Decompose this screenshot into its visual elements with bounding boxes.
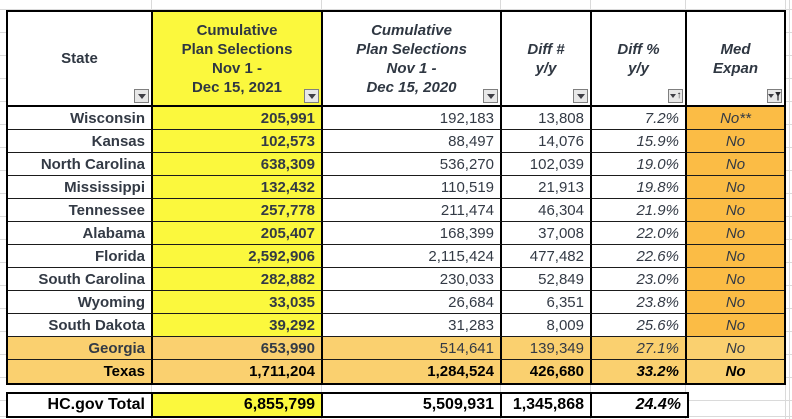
selections-2021-cell[interactable]: 205,991: [153, 107, 323, 130]
selections-2020-cell[interactable]: 168,399: [323, 222, 502, 245]
header-label-line: y/y: [535, 59, 557, 77]
selections-2021-cell[interactable]: 33,035: [153, 291, 323, 314]
column-header-selections-2021-label: [182, 21, 293, 97]
diff-number-cell[interactable]: 6,351: [502, 291, 592, 314]
diff-percent-cell[interactable]: 7.2%: [592, 107, 687, 130]
column-header-state[interactable]: [8, 12, 153, 105]
med-expan-filter-button[interactable]: [767, 89, 782, 103]
chevron-down-icon: [670, 94, 676, 98]
selections-2020-cell[interactable]: 2,115,424: [323, 245, 502, 268]
header-label-line: Expan: [712, 59, 758, 77]
header-label-line: y/y: [628, 59, 649, 77]
diff-percent-cell[interactable]: 25.6%: [592, 314, 687, 337]
selections-2021-cell[interactable]: 102,573: [153, 130, 323, 153]
med-expan-cell[interactable]: No: [687, 268, 784, 291]
med-expan-cell[interactable]: No**: [687, 107, 784, 130]
selections-2020-cell[interactable]: 1,284,524: [323, 360, 502, 383]
med-expan-cell[interactable]: No: [687, 222, 784, 245]
selections-2020-cell[interactable]: 211,474: [323, 199, 502, 222]
total-diff-percent-cell[interactable]: 24.4%: [592, 394, 687, 416]
med-expan-cell[interactable]: No: [687, 130, 784, 153]
selections-2020-cell[interactable]: 88,497: [323, 130, 502, 153]
diff-number-filter-button[interactable]: [573, 89, 588, 103]
selections-2020-cell[interactable]: 514,641: [323, 337, 502, 360]
diff-percent-cell[interactable]: 27.1%: [592, 337, 687, 360]
diff-percent-cell[interactable]: 33.2%: [592, 360, 687, 383]
selections-2020-cell[interactable]: 31,283: [323, 314, 502, 337]
total-selections-2020-cell[interactable]: 5,509,931: [323, 394, 502, 416]
header-row: [8, 12, 784, 107]
chevron-down-icon: [768, 94, 774, 98]
column-header-med-expan[interactable]: [687, 12, 784, 105]
selections-2021-cell[interactable]: 2,592,906: [153, 245, 323, 268]
state-cell[interactable]: Mississippi: [8, 176, 153, 199]
filter-funnel-icon: [775, 92, 781, 101]
data-rows: [8, 107, 784, 383]
state-cell[interactable]: South Carolina: [8, 268, 153, 291]
state-cell[interactable]: Florida: [8, 245, 153, 268]
column-header-med-expan-label: [713, 40, 758, 78]
header-label-line: Nov 1 -: [386, 59, 437, 77]
selections-2021-cell[interactable]: 282,882: [153, 268, 323, 291]
diff-number-cell[interactable]: 14,076: [502, 130, 592, 153]
selections-2021-cell[interactable]: 257,778: [153, 199, 323, 222]
diff-number-cell[interactable]: 13,808: [502, 107, 592, 130]
column-header-diff-number-label: [527, 40, 564, 78]
selections-2021-cell[interactable]: 1,711,204: [153, 360, 323, 383]
state-cell[interactable]: North Carolina: [8, 153, 153, 176]
selections-2020-cell[interactable]: 230,033: [323, 268, 502, 291]
med-expan-cell[interactable]: No: [687, 199, 784, 222]
med-expan-cell[interactable]: No: [687, 245, 784, 268]
selections-2020-cell[interactable]: 110,519: [323, 176, 502, 199]
diff-percent-cell[interactable]: 22.0%: [592, 222, 687, 245]
diff-percent-cell[interactable]: 22.6%: [592, 245, 687, 268]
med-expan-cell[interactable]: No: [687, 176, 784, 199]
column-header-selections-2020[interactable]: [323, 12, 502, 105]
state-cell[interactable]: Kansas: [8, 130, 153, 153]
header-label-line: Nov 1 -: [211, 59, 262, 77]
med-expan-cell[interactable]: No: [687, 314, 784, 337]
state-filter-button[interactable]: [134, 89, 149, 103]
header-label-line: Med: [720, 40, 751, 58]
chevron-down-icon: [138, 94, 146, 99]
total-label-cell[interactable]: HC.gov Total: [8, 394, 153, 416]
diff-percent-cell[interactable]: 19.8%: [592, 176, 687, 199]
state-cell[interactable]: South Dakota: [8, 314, 153, 337]
diff-number-cell[interactable]: 102,039: [502, 153, 592, 176]
diff-percent-cell[interactable]: 23.8%: [592, 291, 687, 314]
state-cell[interactable]: Tennessee: [8, 199, 153, 222]
med-expan-cell[interactable]: No: [687, 360, 784, 383]
total-row: [6, 392, 689, 418]
selections-2020-cell[interactable]: 192,183: [323, 107, 502, 130]
diff-percent-cell[interactable]: 23.0%: [592, 268, 687, 291]
column-header-diff-number[interactable]: [502, 12, 592, 105]
med-expan-cell[interactable]: No: [687, 291, 784, 314]
selections-2021-cell[interactable]: 653,990: [153, 337, 323, 360]
state-cell[interactable]: Wisconsin: [8, 107, 153, 130]
column-header-selections-2020-label: [356, 21, 467, 97]
chevron-down-icon: [577, 94, 585, 99]
diff-number-cell[interactable]: 426,680: [502, 360, 592, 383]
diff-number-cell[interactable]: 52,849: [502, 268, 592, 291]
state-cell[interactable]: Texas: [8, 360, 153, 383]
main-table: [6, 10, 786, 385]
header-label-line: Diff %: [617, 40, 660, 58]
header-label-line: Dec 15, 2021: [191, 78, 283, 96]
selections-2021-cell[interactable]: 132,432: [153, 176, 323, 199]
diff-number-cell[interactable]: 8,009: [502, 314, 592, 337]
selections-2020-filter-button[interactable]: [483, 89, 498, 103]
header-label-line: Dec 15, 2020: [366, 78, 457, 96]
selections-2020-cell[interactable]: 536,270: [323, 153, 502, 176]
column-header-diff-percent-label: [617, 40, 659, 78]
selections-2021-cell[interactable]: 39,292: [153, 314, 323, 337]
column-header-selections-2021[interactable]: [153, 12, 323, 105]
selections-2021-filter-button[interactable]: [304, 89, 319, 103]
diff-number-cell[interactable]: 21,913: [502, 176, 592, 199]
header-label-line: Cumulative: [371, 21, 452, 39]
column-header-diff-percent[interactable]: [592, 12, 687, 105]
state-cell[interactable]: Wyoming: [8, 291, 153, 314]
diff-number-cell[interactable]: 139,349: [502, 337, 592, 360]
diff-number-cell[interactable]: 477,482: [502, 245, 592, 268]
total-selections-2021-cell[interactable]: 6,855,799: [153, 394, 323, 416]
state-cell[interactable]: Alabama: [8, 222, 153, 245]
selections-2021-cell[interactable]: 638,309: [153, 153, 323, 176]
med-expan-cell[interactable]: No: [687, 337, 784, 360]
diff-number-cell[interactable]: 46,304: [502, 199, 592, 222]
gridline: [789, 0, 790, 419]
diff-percent-cell[interactable]: 15.9%: [592, 130, 687, 153]
header-label-line: State: [61, 50, 98, 67]
diff-percent-cell[interactable]: 21.9%: [592, 199, 687, 222]
selections-2021-cell[interactable]: 205,407: [153, 222, 323, 245]
chevron-down-icon: [487, 94, 495, 99]
column-header-state-label: [61, 49, 98, 68]
sort-ascending-icon: ↑: [676, 90, 682, 101]
header-label-line: Diff #: [527, 40, 565, 58]
chevron-down-icon: [308, 94, 316, 99]
med-expan-cell[interactable]: No: [687, 153, 784, 176]
diff-number-cell[interactable]: 37,008: [502, 222, 592, 245]
header-label-line: Cumulative: [196, 21, 278, 39]
selections-2020-cell[interactable]: 26,684: [323, 291, 502, 314]
plan-selections-table: [6, 10, 786, 418]
header-label-line: Plan Selections: [181, 40, 293, 58]
diff-percent-filter-button[interactable]: [668, 89, 683, 103]
header-label-line: Plan Selections: [356, 40, 467, 58]
total-diff-number-cell[interactable]: 1,345,868: [502, 394, 592, 416]
state-cell[interactable]: Georgia: [8, 337, 153, 360]
diff-percent-cell[interactable]: 19.0%: [592, 153, 687, 176]
